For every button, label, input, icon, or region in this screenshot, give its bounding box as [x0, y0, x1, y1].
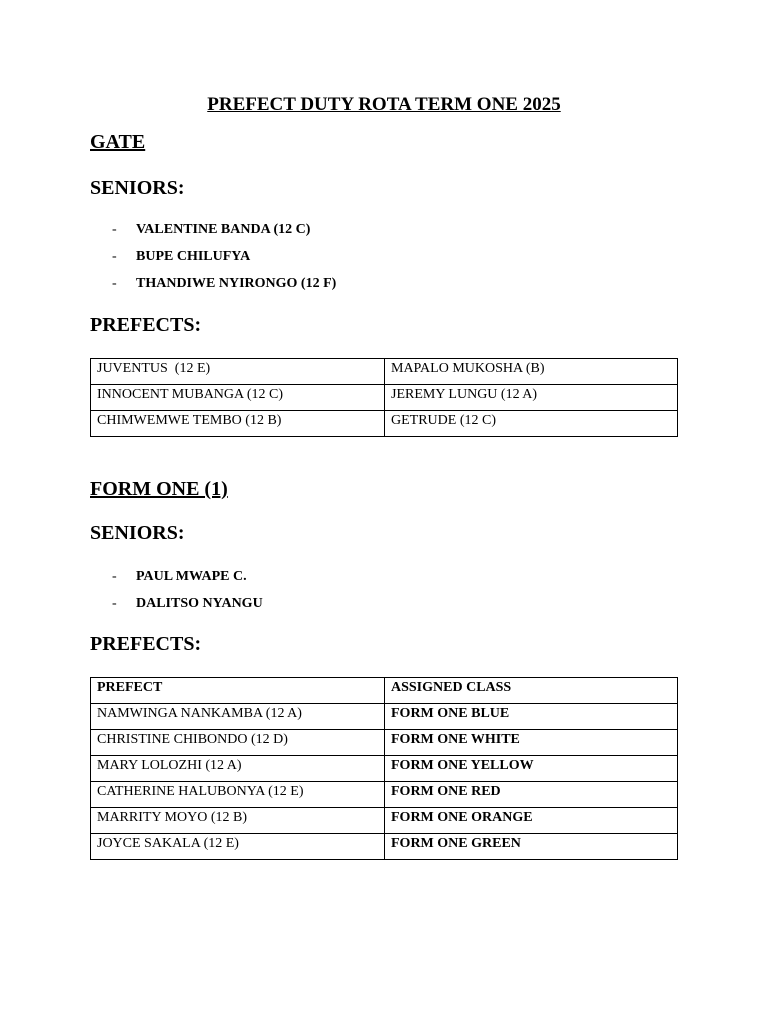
- column-header-prefect: PREFECT: [91, 678, 385, 704]
- table-cell: NAMWINGA NANKAMBA (12 A): [91, 704, 385, 730]
- table-cell: FORM ONE GREEN: [385, 834, 678, 860]
- column-header-assigned-class: ASSIGNED CLASS: [385, 678, 678, 704]
- gate-seniors-heading: SENIORS:: [90, 177, 185, 199]
- senior-name: VALENTINE BANDA (12 C): [136, 222, 311, 237]
- form-one-section-heading: FORM ONE (1): [90, 478, 228, 500]
- form-one-prefects-table: [90, 677, 678, 860]
- form-one-seniors-list: [112, 568, 263, 622]
- gate-prefects-table: [90, 358, 678, 437]
- table-row: [91, 359, 678, 385]
- table-row: [91, 808, 678, 834]
- bullet-dash: -: [112, 569, 117, 584]
- list-item: [112, 568, 263, 595]
- form-one-prefects-heading: PREFECTS:: [90, 633, 202, 655]
- table-header-row: [91, 678, 678, 704]
- table-cell: MARRITY MOYO (12 B): [91, 808, 385, 834]
- table-cell: CATHERINE HALUBONYA (12 E): [91, 782, 385, 808]
- table-cell: FORM ONE RED: [385, 782, 678, 808]
- senior-name: DALITSO NYANGU: [136, 596, 263, 611]
- bullet-dash: -: [112, 249, 117, 264]
- table-cell: CHRISTINE CHIBONDO (12 D): [91, 730, 385, 756]
- gate-seniors-list: [112, 221, 336, 302]
- list-item: [112, 221, 336, 248]
- table-row: [91, 704, 678, 730]
- table-row: [91, 730, 678, 756]
- bullet-dash: -: [112, 276, 117, 291]
- senior-name: PAUL MWAPE C.: [136, 569, 247, 584]
- bullet-dash: -: [112, 596, 117, 611]
- list-item: [112, 248, 336, 275]
- table-cell: JEREMY LUNGU (12 A): [385, 385, 678, 411]
- table-row: [91, 756, 678, 782]
- table-cell: MARY LOLOZHI (12 A): [91, 756, 385, 782]
- bullet-dash: -: [112, 222, 117, 237]
- table-row: [91, 782, 678, 808]
- form-one-seniors-heading: SENIORS:: [90, 522, 185, 544]
- senior-name: THANDIWE NYIRONGO (12 F): [136, 276, 337, 291]
- table-cell: FORM ONE BLUE: [385, 704, 678, 730]
- table-cell: FORM ONE ORANGE: [385, 808, 678, 834]
- table-cell: INNOCENT MUBANGA (12 C): [91, 385, 385, 411]
- table-row: [91, 411, 678, 437]
- table-cell: JUVENTUS (12 E): [91, 359, 385, 385]
- table-cell: FORM ONE YELLOW: [385, 756, 678, 782]
- senior-name: BUPE CHILUFYA: [136, 249, 251, 264]
- gate-prefects-heading: PREFECTS:: [90, 314, 202, 336]
- table-cell: FORM ONE WHITE: [385, 730, 678, 756]
- table-cell: GETRUDE (12 C): [385, 411, 678, 437]
- table-cell: CHIMWEMWE TEMBO (12 B): [91, 411, 385, 437]
- table-cell: MAPALO MUKOSHA (B): [385, 359, 678, 385]
- page-title: PREFECT DUTY ROTA TERM ONE 2025: [207, 94, 561, 115]
- list-item: [112, 595, 263, 622]
- gate-section-heading: GATE: [90, 131, 146, 153]
- list-item: [112, 275, 336, 302]
- table-row: [91, 385, 678, 411]
- table-cell: JOYCE SAKALA (12 E): [91, 834, 385, 860]
- table-row: [91, 834, 678, 860]
